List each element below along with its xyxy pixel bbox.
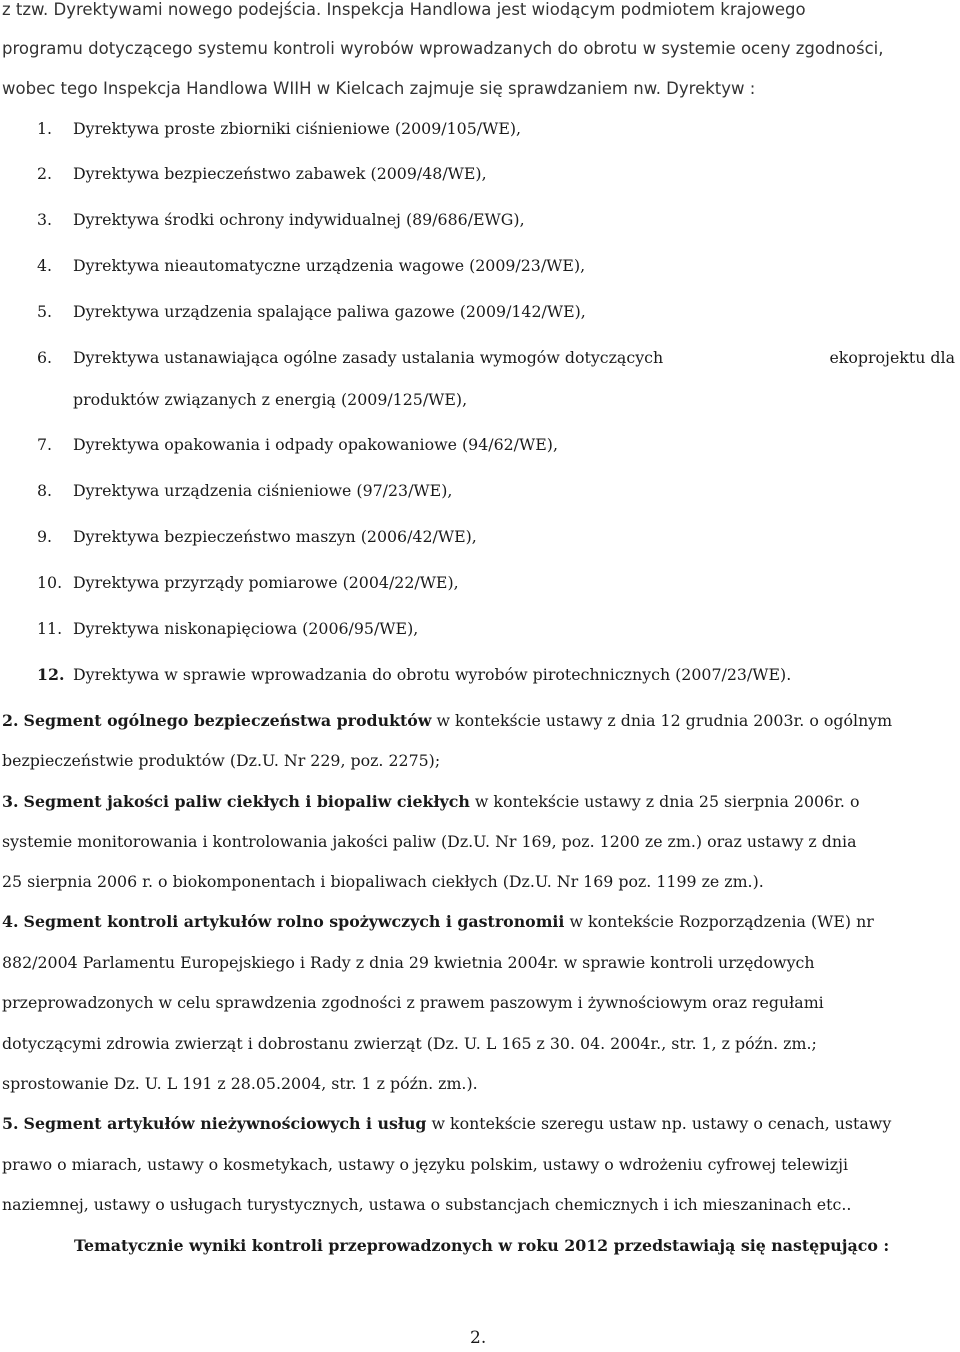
- directive-text: Dyrektywa środki ochrony indywidualnej (89/686/EWG),: [73, 210, 525, 229]
- segment-3-line-1: [2, 792, 958, 811]
- segment-title: Segment jakości paliw ciekłych i biopaliw ciekłych: [23, 792, 470, 811]
- directive-num: 6.: [37, 348, 53, 367]
- directive-num: 7.: [37, 435, 53, 454]
- directive-item-12: [37, 665, 791, 684]
- directive-text-tail: ekoprojektu dla: [829, 348, 955, 367]
- directive-text: Dyrektywa proste zbiorniki ciśnieniowe (2009/105/WE),: [73, 119, 522, 138]
- segment-num: 4.: [2, 912, 19, 931]
- directive-num: 5.: [37, 302, 53, 321]
- segment-text: w kontekście ustawy z dnia 25 sierpnia 2006r. o: [469, 792, 860, 811]
- directive-item-6-continued: produktów związanych z energią (2009/125/WE),: [73, 390, 468, 409]
- directive-item-5: [37, 302, 586, 321]
- directive-text: Dyrektywa w sprawie wprowadzania do obrotu wyrobów pirotechnicznych (2007/23/WE).: [73, 665, 792, 684]
- segment-title: Segment artykułów nieżywnościowych i usług: [23, 1114, 427, 1133]
- directive-item-11: [37, 619, 418, 638]
- segment-title: Segment kontroli artykułów rolno spożywczych i gastronomii: [23, 912, 565, 931]
- directive-num: 4.: [37, 256, 53, 275]
- segment-5-line-3: naziemnej, ustawy o usługach turystycznych, ustawa o substancjach chemicznych i ich mieszaninach etc..: [2, 1195, 852, 1214]
- directive-num: 2.: [37, 164, 53, 183]
- directive-item-9: [37, 527, 477, 546]
- directive-item-3: [37, 210, 525, 229]
- directive-num: 10.: [37, 573, 63, 592]
- segment-4-line-3: przeprowadzonych w celu sprawdzenia zgodności z prawem paszowym i żywnościowym oraz regułami: [2, 993, 824, 1012]
- intro-line-2: programu dotyczącego systemu kontroli wyrobów wprowadzanych do obrotu w systemie oceny zgodności,: [2, 39, 884, 58]
- directive-text: Dyrektywa urządzenia ciśnieniowe (97/23/WE),: [73, 481, 453, 500]
- intro-line-1: z tzw. Dyrektywami nowego podejścia. Inspekcja Handlowa jest wiodącym podmiotem krajowego: [2, 0, 806, 19]
- directive-item-4: [37, 256, 585, 275]
- page-number: 2.: [470, 1328, 487, 1348]
- segment-2-line-1: [2, 711, 958, 730]
- directive-text: Dyrektywa niskonapięciowa (2006/95/WE),: [73, 619, 419, 638]
- directive-item-10: [37, 573, 459, 592]
- directive-num: 11.: [37, 619, 63, 638]
- directive-num: 12.: [37, 665, 65, 684]
- segment-3-line-3: 25 sierpnia 2006 r. o biokomponentach i biopaliwach ciekłych (Dz.U. Nr 169 poz. 1199 ze zm.).: [2, 872, 764, 891]
- segment-2-line-2: bezpieczeństwie produktów (Dz.U. Nr 229, poz. 2275);: [2, 751, 441, 770]
- summary-heading: Tematycznie wyniki kontroli przeprowadzonych w roku 2012 przedstawiają się następująco :: [74, 1236, 890, 1255]
- directive-text: Dyrektywa urządzenia spalające paliwa gazowe (2009/142/WE),: [73, 302, 586, 321]
- segment-num: 3.: [2, 792, 19, 811]
- directive-text: Dyrektywa przyrządy pomiarowe (2004/22/WE),: [73, 573, 459, 592]
- segment-text: w kontekście Rozporządzenia (WE) nr: [564, 912, 874, 931]
- directive-item-8: [37, 481, 452, 500]
- segment-4-line-1: [2, 912, 958, 931]
- directive-text: Dyrektywa nieautomatyczne urządzenia wagowe (2009/23/WE),: [73, 256, 586, 275]
- segment-4-line-2: 882/2004 Parlamentu Europejskiego i Rady z dnia 29 kwietnia 2004r. w sprawie kontroli urzędowych: [2, 953, 815, 972]
- segment-text: w kontekście ustawy z dnia 12 grudnia 2003r. o ogólnym: [431, 711, 893, 730]
- directive-item-6: [37, 348, 955, 367]
- directive-num: 3.: [37, 210, 53, 229]
- segment-3-line-2: systemie monitorowania i kontrolowania jakości paliw (Dz.U. Nr 169, poz. 1200 ze zm.) oraz ustawy z dnia: [2, 832, 857, 851]
- directive-text: Dyrektywa bezpieczeństwo maszyn (2006/42/WE),: [73, 527, 477, 546]
- segment-5-line-1: [2, 1114, 958, 1133]
- directive-num: 1.: [37, 119, 53, 138]
- segment-num: 5.: [2, 1114, 19, 1133]
- directive-text: Dyrektywa opakowania i odpady opakowaniowe (94/62/WE),: [73, 435, 558, 454]
- segment-5-line-2: prawo o miarach, ustawy o kosmetykach, ustawy o języku polskim, ustawy o wdrożeniu cyfrowej telewizji: [2, 1155, 849, 1174]
- segment-4-line-5: sprostowanie Dz. U. L 191 z 28.05.2004, str. 1 z późn. zm.).: [2, 1074, 478, 1093]
- directive-text: Dyrektywa ustanawiająca ogólne zasady ustalania wymogów dotyczących: [73, 348, 664, 367]
- directive-item-2: [37, 164, 487, 183]
- directive-item-1: [37, 119, 521, 138]
- segment-4-line-4: dotyczącymi zdrowia zwierząt i dobrostanu zwierząt (Dz. U. L 165 z 30. 04. 2004r., str. 1, z późn. zm.;: [2, 1034, 817, 1053]
- directive-num: 8.: [37, 481, 53, 500]
- directive-num: 9.: [37, 527, 53, 546]
- segment-title: Segment ogólnego bezpieczeństwa produktów: [23, 711, 432, 730]
- intro-line-3: wobec tego Inspekcja Handlowa WIIH w Kielcach zajmuje się sprawdzaniem nw. Dyrektyw :: [2, 79, 756, 98]
- segment-text: w kontekście szeregu ustaw np. ustawy o cenach, ustawy: [426, 1114, 892, 1133]
- directive-text: Dyrektywa bezpieczeństwo zabawek (2009/48/WE),: [73, 164, 487, 183]
- segment-num: 2.: [2, 711, 19, 730]
- directive-item-7: [37, 435, 558, 454]
